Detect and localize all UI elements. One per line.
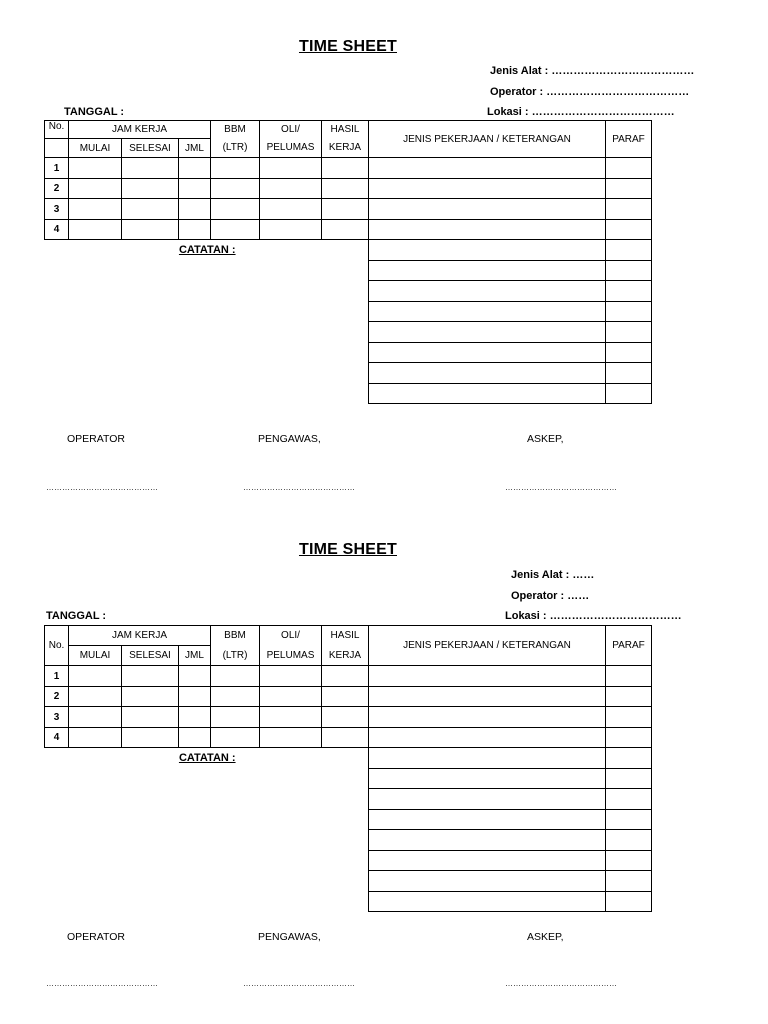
cell-selesai[interactable]: [122, 220, 179, 240]
signature-askep-label: ASKEP,: [527, 931, 564, 943]
cell-mulai[interactable]: [69, 666, 122, 687]
cell-paraf[interactable]: [606, 892, 652, 912]
row-number: 3: [45, 199, 69, 220]
header-oli: OLI/: [260, 626, 322, 646]
timesheet-2: [0, 512, 768, 1024]
header-no: No.: [45, 121, 69, 139]
cell-paraf[interactable]: [606, 220, 652, 240]
header-kerja: KERJA: [322, 139, 369, 158]
lokasi-field[interactable]: Lokasi : …………………………………: [487, 106, 675, 118]
header-jml: JML: [179, 646, 211, 666]
jenis-alat-field[interactable]: Jenis Alat : ……: [511, 569, 595, 581]
cell-paraf[interactable]: [606, 302, 652, 322]
row-number: 2: [45, 687, 69, 707]
cell-paraf[interactable]: [606, 158, 652, 179]
tanggal-label: TANGGAL :: [64, 106, 125, 118]
lokasi-field[interactable]: Lokasi : ………………………………: [505, 610, 682, 622]
cell-jenis-pekerjaan[interactable]: [369, 789, 606, 810]
cell-selesai[interactable]: [122, 666, 179, 687]
cell-jenis-pekerjaan[interactable]: [369, 322, 606, 343]
header-bbm: BBM: [211, 626, 260, 646]
row-number: 4: [45, 220, 69, 240]
cell-oli[interactable]: [260, 179, 322, 199]
cell-oli[interactable]: [260, 220, 322, 240]
header-jenis-pekerjaan: JENIS PEKERJAAN / KETERANGAN: [369, 121, 606, 158]
cell-paraf[interactable]: [606, 343, 652, 363]
header-pelumas: PELUMAS: [260, 646, 322, 666]
cell-jml[interactable]: [179, 158, 211, 179]
cell-oli[interactable]: [260, 666, 322, 687]
header-mulai: MULAI: [69, 646, 122, 666]
header-ltr: (LTR): [211, 646, 260, 666]
cell-mulai[interactable]: [69, 220, 122, 240]
cell-jenis-pekerjaan[interactable]: [369, 687, 606, 707]
cell-jenis-pekerjaan[interactable]: [369, 728, 606, 748]
row-number: 3: [45, 707, 69, 728]
signature-pengawas-label: PENGAWAS,: [258, 931, 321, 943]
cell-paraf[interactable]: [606, 728, 652, 748]
cell-jenis-pekerjaan[interactable]: [369, 363, 606, 384]
cell-bbm[interactable]: [211, 158, 260, 179]
cell-paraf[interactable]: [606, 871, 652, 892]
cell-bbm[interactable]: [211, 220, 260, 240]
header-paraf: PARAF: [606, 121, 652, 158]
header-hasil: HASIL: [322, 121, 369, 139]
cell-oli[interactable]: [260, 707, 322, 728]
cell-paraf[interactable]: [606, 384, 652, 404]
table-row: [45, 199, 652, 220]
cell-jenis-pekerjaan[interactable]: [369, 830, 606, 851]
cell-paraf[interactable]: [606, 261, 652, 281]
cell-jenis-pekerjaan[interactable]: [369, 240, 606, 261]
signature-line-pengawas[interactable]: ……………………………………: [243, 483, 355, 492]
cell-bbm[interactable]: [211, 666, 260, 687]
signature-line-askep[interactable]: ……………………………………: [505, 483, 617, 492]
cell-paraf[interactable]: [606, 322, 652, 343]
table-row: [45, 666, 652, 687]
table-row: [45, 707, 652, 728]
row-number: 4: [45, 728, 69, 748]
cell-jenis-pekerjaan[interactable]: [369, 892, 606, 912]
header-ltr: (LTR): [211, 139, 260, 158]
catatan-label: CATATAN :: [178, 752, 236, 765]
table-row: [45, 687, 652, 707]
cell-hasil[interactable]: [322, 707, 369, 728]
cell-selesai[interactable]: [122, 707, 179, 728]
signature-line-pengawas[interactable]: ……………………………………: [243, 979, 355, 988]
cell-jenis-pekerjaan[interactable]: [369, 179, 606, 199]
cell-paraf[interactable]: [606, 179, 652, 199]
cell-jenis-pekerjaan[interactable]: [369, 261, 606, 281]
cell-oli[interactable]: [260, 158, 322, 179]
signature-operator-label: OPERATOR: [67, 433, 125, 445]
cell-jml[interactable]: [179, 179, 211, 199]
sheet-title: TIME SHEET: [298, 38, 397, 55]
cell-paraf[interactable]: [606, 199, 652, 220]
signature-operator-label: OPERATOR: [67, 931, 125, 943]
cell-jml[interactable]: [179, 666, 211, 687]
cell-jenis-pekerjaan[interactable]: [369, 769, 606, 789]
cell-paraf[interactable]: [606, 851, 652, 871]
header-bbm: BBM: [211, 121, 260, 139]
cell-hasil[interactable]: [322, 687, 369, 707]
cell-selesai[interactable]: [122, 199, 179, 220]
cell-bbm[interactable]: [211, 199, 260, 220]
cell-bbm[interactable]: [211, 179, 260, 199]
cell-oli[interactable]: [260, 199, 322, 220]
header-jenis-pekerjaan: JENIS PEKERJAAN / KETERANGAN: [369, 626, 606, 666]
cell-jenis-pekerjaan[interactable]: [369, 281, 606, 302]
cell-jml[interactable]: [179, 220, 211, 240]
cell-mulai[interactable]: [69, 199, 122, 220]
cell-paraf[interactable]: [606, 666, 652, 687]
header-selesai: SELESAI: [122, 139, 179, 158]
cell-mulai[interactable]: [69, 728, 122, 748]
cell-selesai[interactable]: [122, 687, 179, 707]
cell-hasil[interactable]: [322, 199, 369, 220]
row-number: 1: [45, 158, 69, 179]
cell-selesai[interactable]: [122, 179, 179, 199]
cell-jml[interactable]: [179, 728, 211, 748]
cell-jenis-pekerjaan[interactable]: [369, 302, 606, 322]
header-kerja: KERJA: [322, 646, 369, 666]
cell-paraf[interactable]: [606, 748, 652, 769]
row-number: 2: [45, 179, 69, 199]
signature-askep-label: ASKEP,: [527, 433, 564, 445]
table-row: [45, 728, 652, 748]
table-row: [45, 179, 652, 199]
cell-oli[interactable]: [260, 728, 322, 748]
cell-jenis-pekerjaan[interactable]: [369, 220, 606, 240]
cell-jenis-pekerjaan[interactable]: [369, 384, 606, 404]
cell-paraf[interactable]: [606, 363, 652, 384]
cell-paraf[interactable]: [606, 830, 652, 851]
cell-paraf[interactable]: [606, 769, 652, 789]
row-number: 1: [45, 666, 69, 687]
cell-paraf[interactable]: [606, 707, 652, 728]
cell-paraf[interactable]: [606, 810, 652, 830]
cell-paraf[interactable]: [606, 281, 652, 302]
cell-mulai[interactable]: [69, 687, 122, 707]
signature-line-operator[interactable]: ……………………………………: [46, 483, 158, 492]
cell-jenis-pekerjaan[interactable]: [369, 707, 606, 728]
cell-bbm[interactable]: [211, 687, 260, 707]
cell-hasil[interactable]: [322, 728, 369, 748]
header-mulai: MULAI: [69, 139, 122, 158]
header-hasil: HASIL: [322, 626, 369, 646]
cell-hasil[interactable]: [322, 158, 369, 179]
operator-field[interactable]: Operator : …………………………………: [490, 86, 690, 98]
cell-mulai[interactable]: [69, 179, 122, 199]
header-selesai: SELESAI: [122, 646, 179, 666]
header-jam-kerja: JAM KERJA: [69, 626, 211, 646]
header-jml: JML: [179, 139, 211, 158]
cell-jml[interactable]: [179, 687, 211, 707]
sheet-title: TIME SHEET: [298, 541, 397, 558]
jenis-alat-field[interactable]: Jenis Alat : …………………………………: [490, 65, 695, 77]
tanggal-label: TANGGAL :: [46, 610, 107, 622]
table-row: [45, 158, 652, 179]
header-paraf: PARAF: [606, 626, 652, 666]
cell-selesai[interactable]: [122, 728, 179, 748]
cell-jenis-pekerjaan[interactable]: [369, 871, 606, 892]
cell-jenis-pekerjaan[interactable]: [369, 748, 606, 769]
cell-bbm[interactable]: [211, 728, 260, 748]
cell-mulai[interactable]: [69, 707, 122, 728]
cell-jml[interactable]: [179, 199, 211, 220]
table-row: [45, 220, 652, 240]
header-jam-kerja: JAM KERJA: [69, 121, 211, 139]
cell-bbm[interactable]: [211, 707, 260, 728]
cell-jenis-pekerjaan[interactable]: [369, 343, 606, 363]
cell-selesai[interactable]: [122, 158, 179, 179]
timesheet-table: [44, 625, 652, 912]
signature-line-operator[interactable]: ……………………………………: [46, 979, 158, 988]
signature-line-askep[interactable]: ……………………………………: [505, 979, 617, 988]
cell-hasil[interactable]: [322, 179, 369, 199]
cell-paraf[interactable]: [606, 240, 652, 261]
header-no: No.: [45, 626, 69, 666]
cell-mulai[interactable]: [69, 158, 122, 179]
signature-pengawas-label: PENGAWAS,: [258, 433, 321, 445]
header-oli: OLI/: [260, 121, 322, 139]
cell-jml[interactable]: [179, 707, 211, 728]
cell-paraf[interactable]: [606, 687, 652, 707]
cell-jenis-pekerjaan[interactable]: [369, 851, 606, 871]
header-pelumas: PELUMAS: [260, 139, 322, 158]
cell-jenis-pekerjaan[interactable]: [369, 810, 606, 830]
timesheet-table: [44, 120, 652, 404]
cell-jenis-pekerjaan[interactable]: [369, 666, 606, 687]
catatan-label: CATATAN :: [178, 244, 236, 257]
cell-hasil[interactable]: [322, 220, 369, 240]
operator-field[interactable]: Operator : ……: [511, 590, 590, 602]
cell-jenis-pekerjaan[interactable]: [369, 199, 606, 220]
cell-oli[interactable]: [260, 687, 322, 707]
cell-jenis-pekerjaan[interactable]: [369, 158, 606, 179]
cell-paraf[interactable]: [606, 789, 652, 810]
cell-hasil[interactable]: [322, 666, 369, 687]
